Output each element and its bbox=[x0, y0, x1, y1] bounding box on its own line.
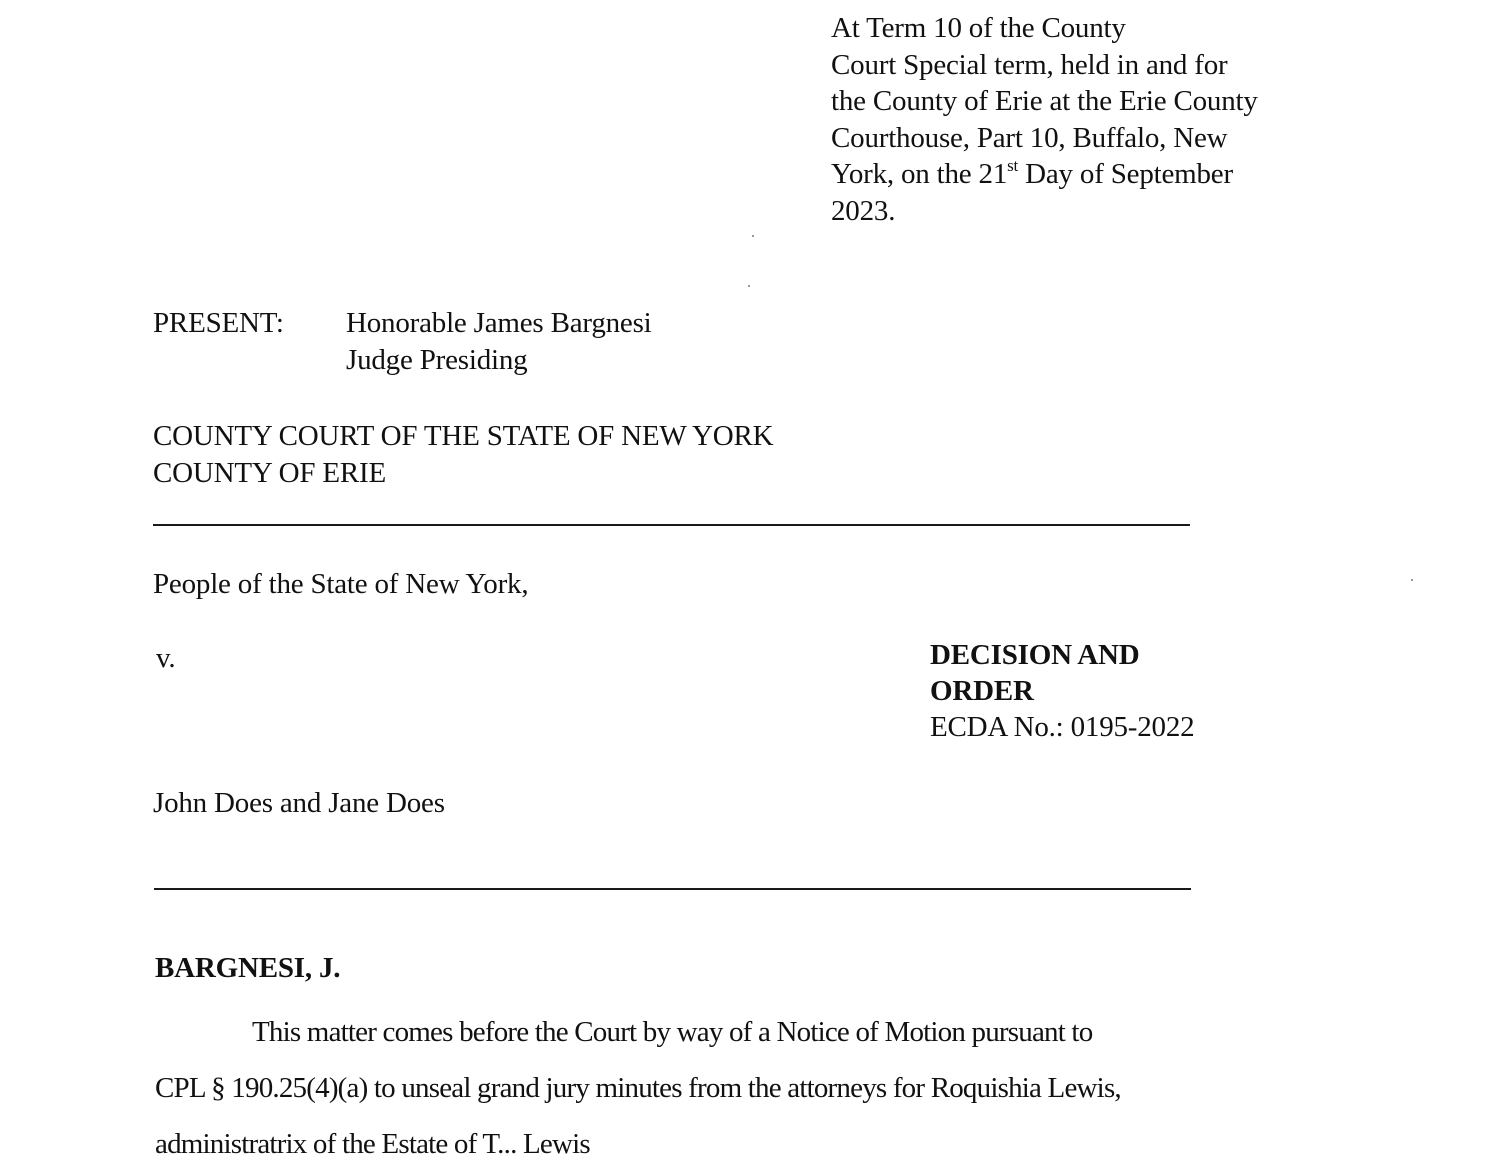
day-ordinal-suffix: st bbox=[1007, 156, 1019, 176]
term-line-5-start: York, on the 21 bbox=[831, 158, 1008, 191]
scan-speck bbox=[748, 285, 750, 287]
term-line-3: the County of Erie at the Erie County bbox=[831, 85, 1258, 118]
scan-speck bbox=[752, 235, 754, 237]
court-title bbox=[153, 418, 773, 492]
case-number: ECDA No.: 0195-2022 bbox=[930, 711, 1195, 743]
opinion-body bbox=[155, 1004, 1315, 1172]
plaintiff: People of the State of New York, bbox=[153, 568, 529, 600]
caption-top-rule bbox=[153, 524, 1190, 526]
presiding-judge-block bbox=[346, 305, 652, 379]
scan-speck bbox=[1411, 579, 1413, 581]
opinion-line-2: CPL § 190.25(4)(a) to unseal grand jury minutes from the attorneys for Roquishia Lewis, bbox=[155, 1072, 1121, 1104]
county-name: COUNTY OF ERIE bbox=[153, 457, 386, 489]
opinion-line-1: This matter comes before the Court by way of a Notice of Motion pursuant to bbox=[252, 1016, 1093, 1048]
caption-bottom-rule bbox=[154, 888, 1191, 890]
court-name: COUNTY COURT OF THE STATE OF NEW YORK bbox=[153, 420, 774, 452]
term-line-5 bbox=[831, 156, 1258, 193]
term-line-1: At Term 10 of the County bbox=[831, 12, 1126, 44]
decision-block bbox=[930, 637, 1194, 745]
decision-title-line-2: ORDER bbox=[930, 675, 1034, 707]
opinion-line-3: administratrix of the Estate of T... Lewis bbox=[155, 1128, 590, 1160]
opinion-judge-heading: BARGNESI, J. bbox=[155, 952, 341, 984]
term-line-4: Courthouse, Part 10, Buffalo, New bbox=[831, 121, 1228, 154]
decision-title-line-1: DECISION AND bbox=[930, 639, 1140, 671]
term-line-5-rest: Day of September bbox=[1018, 158, 1233, 191]
present-label: PRESENT: bbox=[153, 307, 284, 339]
versus: v. bbox=[156, 642, 176, 674]
defendant: John Does and Jane Does bbox=[153, 787, 445, 819]
term-line-6: 2023. bbox=[831, 194, 896, 227]
term-venue-block bbox=[831, 10, 1258, 230]
judge-name: Honorable James Bargnesi bbox=[346, 307, 652, 339]
term-line-2: Court Special term, held in and for bbox=[831, 48, 1228, 81]
judge-title: Judge Presiding bbox=[346, 344, 528, 376]
